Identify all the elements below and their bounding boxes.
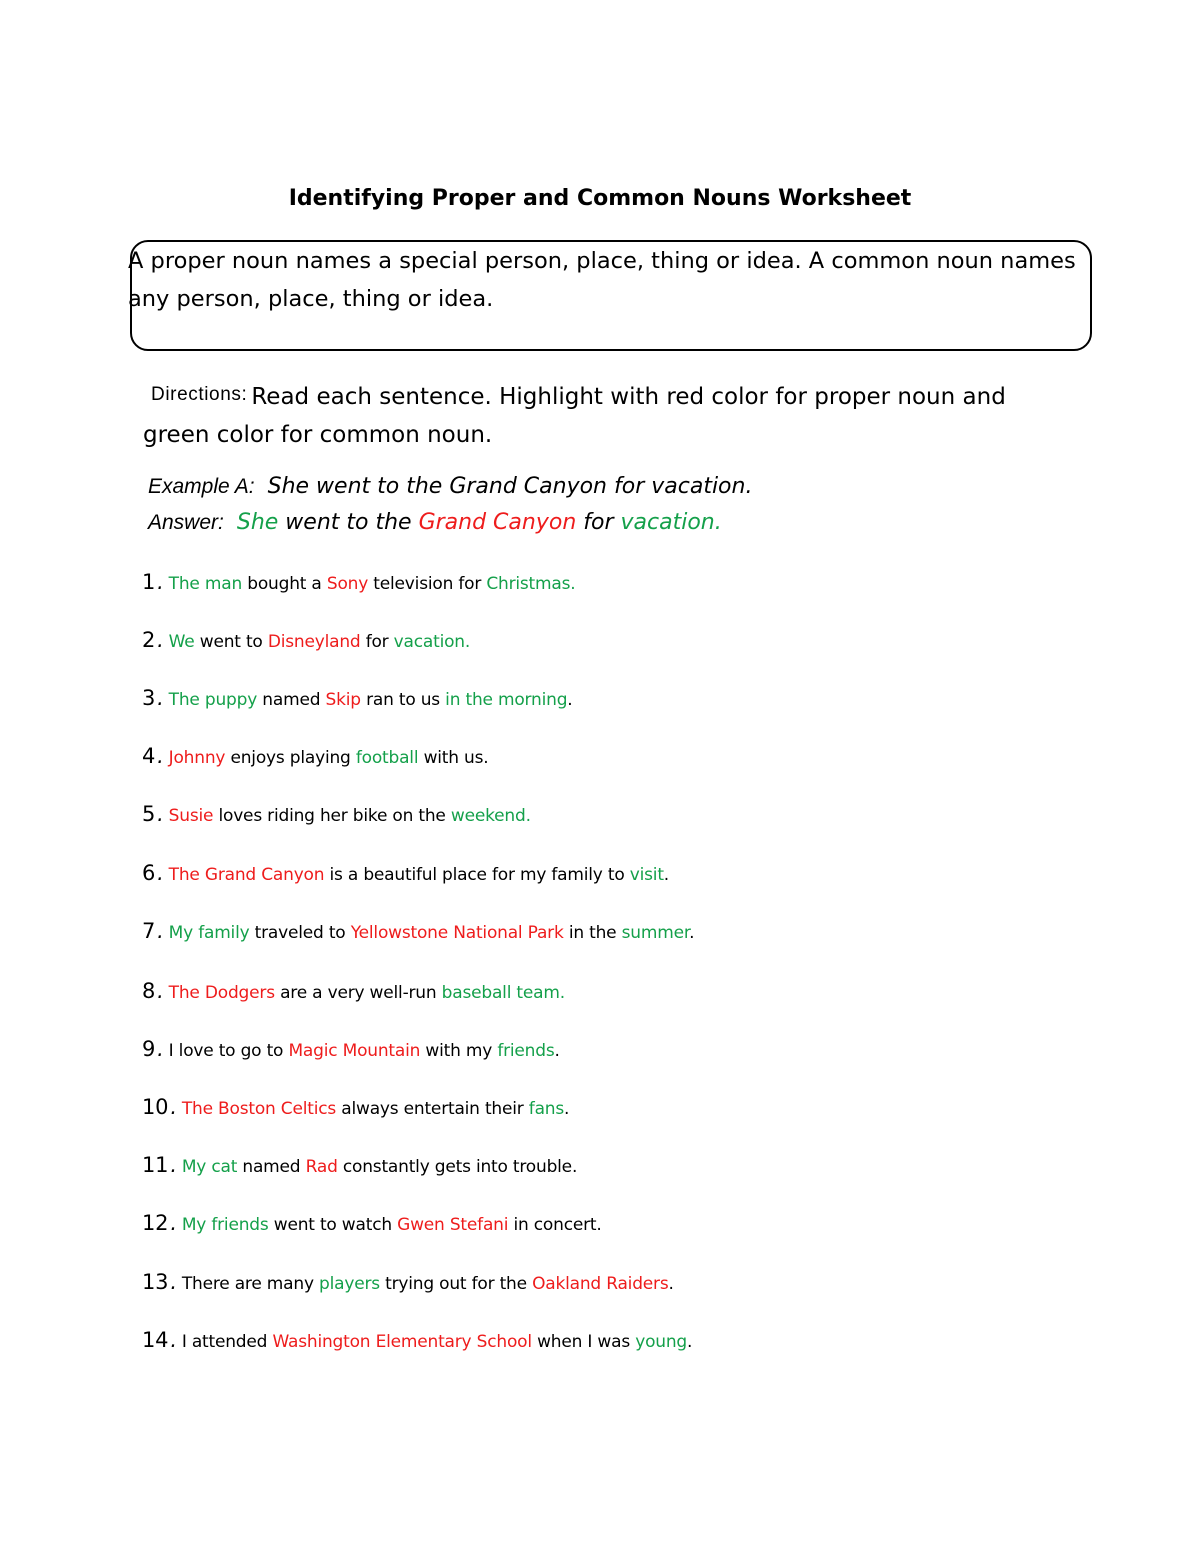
item-sentence bbox=[169, 690, 573, 710]
item-sentence bbox=[182, 1099, 569, 1119]
example-sentence: She went to the Grand Canyon for vacation. bbox=[267, 474, 753, 499]
answer-label: Answer: bbox=[148, 511, 224, 534]
common-noun: She bbox=[236, 510, 279, 535]
item-number: 7 bbox=[142, 919, 156, 943]
sentence-text: when I was bbox=[531, 1332, 636, 1352]
common-noun: Christmas. bbox=[486, 574, 576, 594]
item-number-dot: . bbox=[170, 1153, 177, 1177]
sentence-text: for bbox=[360, 632, 394, 652]
sentence-text: named bbox=[257, 690, 326, 710]
proper-noun: Washington Elementary School bbox=[272, 1332, 532, 1352]
item-sentence bbox=[169, 574, 576, 594]
item-number-dot: . bbox=[157, 744, 164, 768]
common-noun: The man bbox=[168, 574, 243, 594]
common-noun: players bbox=[319, 1274, 380, 1294]
list-item bbox=[142, 570, 575, 594]
item-number-dot: . bbox=[157, 861, 164, 885]
list-item bbox=[142, 1211, 602, 1235]
item-number: 10 bbox=[142, 1095, 169, 1119]
item-sentence bbox=[169, 923, 695, 943]
item-number: 11 bbox=[142, 1153, 169, 1177]
sentence-text: constantly gets into trouble. bbox=[337, 1157, 578, 1177]
proper-noun: Yellowstone National Park bbox=[350, 923, 564, 943]
item-number-dot: . bbox=[157, 979, 164, 1003]
list-item bbox=[142, 1153, 577, 1177]
item-number: 14 bbox=[142, 1328, 169, 1352]
item-sentence bbox=[182, 1157, 577, 1177]
sentence-text: . bbox=[564, 1099, 570, 1119]
common-noun: My family bbox=[168, 923, 250, 943]
directions-label: Directions: bbox=[151, 384, 248, 405]
proper-noun: Gwen Stefani bbox=[397, 1215, 509, 1235]
common-noun: vacation. bbox=[620, 510, 722, 535]
example-label: Example A: bbox=[148, 475, 255, 498]
sentence-text: enjoys playing bbox=[225, 748, 356, 768]
list-item bbox=[142, 861, 669, 885]
item-number-dot: . bbox=[157, 919, 164, 943]
sentence-text: . bbox=[687, 1332, 693, 1352]
sentence-text: named bbox=[237, 1157, 306, 1177]
proper-noun: The Grand Canyon bbox=[168, 865, 325, 885]
common-noun: weekend. bbox=[450, 806, 531, 826]
list-item bbox=[142, 919, 694, 943]
sentence-text: I love to go to bbox=[168, 1041, 289, 1061]
sentence-text: television for bbox=[368, 574, 487, 594]
item-number-dot: . bbox=[170, 1270, 177, 1294]
sentence-text: . bbox=[567, 690, 573, 710]
item-number-dot: . bbox=[170, 1095, 177, 1119]
common-noun: We bbox=[168, 632, 195, 652]
item-sentence bbox=[169, 806, 531, 826]
item-number: 13 bbox=[142, 1270, 169, 1294]
item-number: 9 bbox=[142, 1037, 156, 1061]
sentence-text: . bbox=[689, 923, 695, 943]
sentence-text: I attended bbox=[181, 1332, 273, 1352]
proper-noun: The Boston Celtics bbox=[181, 1099, 337, 1119]
proper-noun: Susie bbox=[168, 806, 214, 826]
item-sentence bbox=[169, 632, 470, 652]
proper-noun: Grand Canyon bbox=[418, 510, 577, 535]
item-number: 12 bbox=[142, 1211, 169, 1235]
directions bbox=[143, 376, 1053, 454]
item-sentence bbox=[169, 865, 669, 885]
sentence-text: in the bbox=[563, 923, 622, 943]
sentence-text: trying out for the bbox=[379, 1274, 533, 1294]
list-item bbox=[142, 979, 565, 1003]
item-number-dot: . bbox=[157, 802, 164, 826]
directions-text: Read each sentence. Highlight with red color for proper noun and green color for common noun. bbox=[143, 384, 1006, 448]
item-sentence bbox=[182, 1274, 674, 1294]
proper-noun: Magic Mountain bbox=[288, 1041, 421, 1061]
proper-noun: Disneyland bbox=[267, 632, 361, 652]
common-noun: football bbox=[355, 748, 419, 768]
sentence-text: . bbox=[554, 1041, 560, 1061]
common-noun: fans bbox=[528, 1099, 565, 1119]
item-sentence bbox=[169, 1041, 560, 1061]
sentence-text: went to the bbox=[278, 510, 419, 535]
item-number: 2 bbox=[142, 628, 156, 652]
common-noun: My cat bbox=[181, 1157, 238, 1177]
common-noun: summer bbox=[621, 923, 690, 943]
sentence-text: is a beautiful place for my family to bbox=[324, 865, 630, 885]
sentence-text: There are many bbox=[181, 1274, 320, 1294]
common-noun: friends bbox=[497, 1041, 555, 1061]
item-sentence bbox=[182, 1215, 602, 1235]
item-sentence bbox=[169, 748, 489, 768]
proper-noun: Oakland Raiders bbox=[532, 1274, 669, 1294]
proper-noun: Sony bbox=[326, 574, 369, 594]
sentence-text: in concert. bbox=[508, 1215, 602, 1235]
common-noun: My friends bbox=[181, 1215, 269, 1235]
item-number: 5 bbox=[142, 802, 156, 826]
sentence-text: bought a bbox=[242, 574, 327, 594]
common-noun: in the morning bbox=[445, 690, 568, 710]
item-number: 8 bbox=[142, 979, 156, 1003]
list-item bbox=[142, 744, 488, 768]
sentence-text: for bbox=[576, 510, 621, 535]
item-sentence bbox=[169, 983, 565, 1003]
sentence-text: always entertain their bbox=[336, 1099, 529, 1119]
sentence-text: are a very well-run bbox=[274, 983, 442, 1003]
answer-sentence bbox=[237, 510, 722, 535]
proper-noun: The Dodgers bbox=[168, 983, 275, 1003]
list-item bbox=[142, 1328, 692, 1352]
sentence-text: with my bbox=[420, 1041, 498, 1061]
list-item bbox=[142, 802, 531, 826]
item-number-dot: . bbox=[157, 1037, 164, 1061]
sentence-text: traveled to bbox=[249, 923, 351, 943]
page-title: Identifying Proper and Common Nouns Worksheet bbox=[288, 186, 912, 211]
sentence-text: loves riding her bike on the bbox=[213, 806, 451, 826]
item-number-dot: . bbox=[157, 570, 164, 594]
common-noun: baseball team. bbox=[441, 983, 565, 1003]
item-number-dot: . bbox=[170, 1328, 177, 1352]
common-noun: The puppy bbox=[168, 690, 258, 710]
sentence-text: . bbox=[663, 865, 669, 885]
item-number: 3 bbox=[142, 686, 156, 710]
list-item bbox=[142, 686, 573, 710]
proper-noun: Skip bbox=[325, 690, 361, 710]
list-item bbox=[142, 1037, 560, 1061]
item-number: 1 bbox=[142, 570, 156, 594]
sentence-text: with us. bbox=[418, 748, 489, 768]
sentence-text: went to bbox=[194, 632, 268, 652]
definition-text: A proper noun names a special person, place, thing or idea. A common noun names any person, place, thing or idea. bbox=[128, 248, 1076, 312]
sentence-text: ran to us bbox=[360, 690, 446, 710]
proper-noun: Johnny bbox=[168, 748, 226, 768]
sentence-text: . bbox=[668, 1274, 674, 1294]
list-item bbox=[142, 628, 470, 652]
proper-noun: Rad bbox=[305, 1157, 338, 1177]
common-noun: young bbox=[635, 1332, 688, 1352]
item-number-dot: . bbox=[170, 1211, 177, 1235]
list-item bbox=[142, 1270, 674, 1294]
item-number: 4 bbox=[142, 744, 156, 768]
sentence-text: went to watch bbox=[268, 1215, 398, 1235]
answer-line bbox=[148, 510, 1048, 535]
item-number-dot: . bbox=[157, 628, 164, 652]
item-number: 6 bbox=[142, 861, 156, 885]
list-item bbox=[142, 1095, 569, 1119]
item-number-dot: . bbox=[157, 686, 164, 710]
common-noun: vacation. bbox=[393, 632, 471, 652]
common-noun: visit bbox=[629, 865, 664, 885]
example-a bbox=[148, 474, 1048, 499]
item-sentence bbox=[182, 1332, 692, 1352]
